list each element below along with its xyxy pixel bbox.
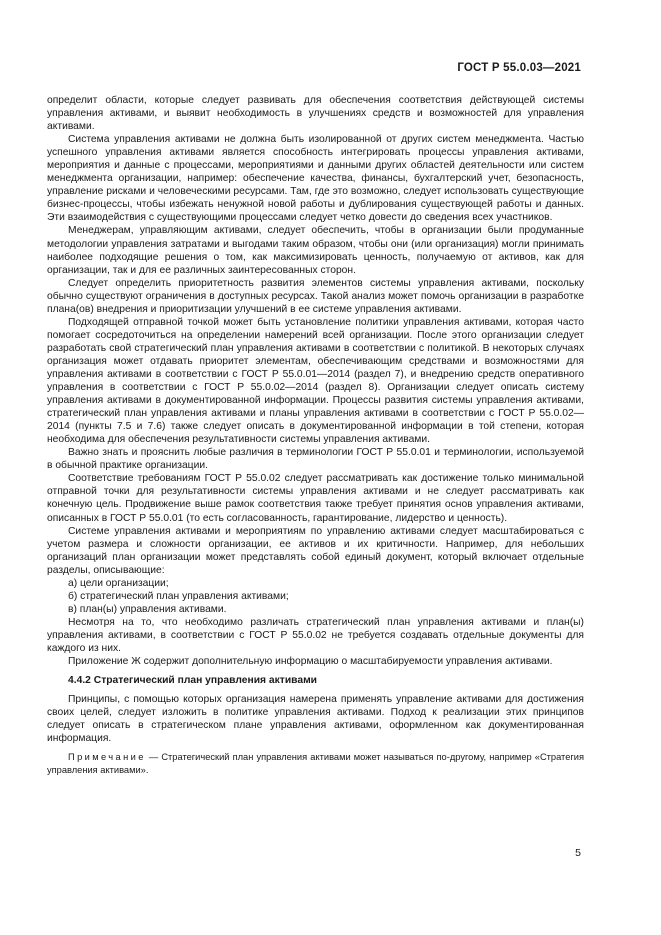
paragraph: Система управления активами не должна быть изолированной от других систем менеджмента. Частью успешного управления активами является способность интегрировать процессы управления активами, мероприятия и данные с процессами, мероприятиями и данными других областей деятельности или систем менеджмента организации, например: обеспечение качества, финансы, бухгалтерский учет, безопасность, управление рисками и человеческими ресурсами. Там, где это возможно, следует использовать существующие бизнес-процессы, чтобы избежать ненужной новой работы и дублирования существующей работы и данных. Эти взаимодействия с существующими процессами следует четко довести до сведения всех участников.	[47, 134, 584, 224]
paragraph: Системе управления активами и мероприятиям по управлению активами следует масштабироваться с учетом размера и сложности организации, ее активов и их критичности. Например, для небольших организаций план организации может представлять собой единый документ, который включает отдельные разделы, описывающие:	[47, 525, 584, 576]
paragraph: Менеджерам, управляющим активами, следует обеспечить, чтобы в организации были продуманные методологии управления затратами и выгодами таким образом, чтобы они (или организация) могли принимать наиболее подходящие решения о том, как максимизировать ценность, получаемую от активов, как для организации, так и для ее различных заинтересованных сторон.	[47, 225, 584, 276]
note-label: Примечание	[68, 752, 146, 763]
paragraph: Принципы, с помощью которых организация намерена применять управление активами для достижения своих целей, следует изложить в политике управления активами. Подход к реализации этих принципов следует описать в стратегическом плане управления активами, оформленном как документированная информация.	[47, 694, 584, 745]
paragraph: Соответствие требованиям ГОСТ Р 55.0.02 следует рассматривать как достижение только минимальной отправной точки для результативности системы управления активами и не следует рассматривать как конечную цель. Продвижение выше рамок соответствия также требует принятия основ управления активами, описанных в ГОСТ Р 55.0.01 (то есть согласованность, гарантирование, лидерство и ценность).	[47, 473, 584, 524]
list-item: а) цели организации;	[68, 577, 169, 589]
section-heading: 4.4.2 Стратегический план управления активами	[68, 675, 318, 687]
paragraph-continued: определит области, которые следует развивать для обеспечения соответствия действующей системы управления активами, и выявит необходимость в улучшениях средств и возможностей для управления активами.	[47, 95, 584, 133]
list-item: б) стратегический план управления активами;	[68, 590, 289, 602]
paragraph: Следует определить приоритетность развития элементов системы управления активами, поскольку обычно существуют ограничения в доступных ресурсах. Такой анализ может помочь организации в разработке плана(ов) внедрения и приоритизации улучшений в ее системе управления активами.	[47, 277, 584, 315]
page-number: 5	[575, 847, 581, 859]
paragraph: Несмотря на то, что необходимо различать стратегический план управления активами и план(ы) управления активами, в соответствии с ГОСТ Р 55.0.02 не требуется создавать отдельные документы для каждого из них.	[47, 616, 584, 654]
note	[47, 751, 584, 776]
paragraph: Приложение Ж содержит дополнительную информацию о масштабируемости управления активами.	[68, 656, 553, 668]
document-code-header: ГОСТ Р 55.0.03—2021	[457, 62, 581, 74]
paragraph: Важно знать и прояснить любые различия в терминологии ГОСТ Р 55.0.01 и терминологии, используемой в обычной практике организации.	[47, 447, 584, 472]
list-item: в) план(ы) управления активами.	[68, 603, 227, 615]
paragraph: Подходящей отправной точкой может быть установление политики управления активами, которая часто помогает сосредоточиться на определении намерений всей организации. После этого организации следует разработать свой стратегический план управления активами в соответствии с политикой. В некоторых случаях организация может отдавать приоритет элементам, обеспечивающим средствами и возможностями для управления активами в соответствии с ГОСТ Р 55.0.01—2014 (раздел 7), и внедрению средств оперативного управления в соответствии с ГОСТ Р 55.0.02—2014 (раздел 8). Организации следует описать систему управления активами в документированной информации. Процессы развития системы управления активами, стратегический план управления активами и планы управления активами в соответствии с ГОСТ Р 55.0.02—2014 (пункты 7.5 и 7.6) также следует описать в документированной информации в той степени, которая необходима для обеспечения результативности системы управления активами.	[47, 316, 584, 446]
document-body	[47, 94, 584, 776]
note-text: — Стратегический план управления активами может называться по-другому, например «Стратегия управления активами».	[47, 752, 584, 775]
